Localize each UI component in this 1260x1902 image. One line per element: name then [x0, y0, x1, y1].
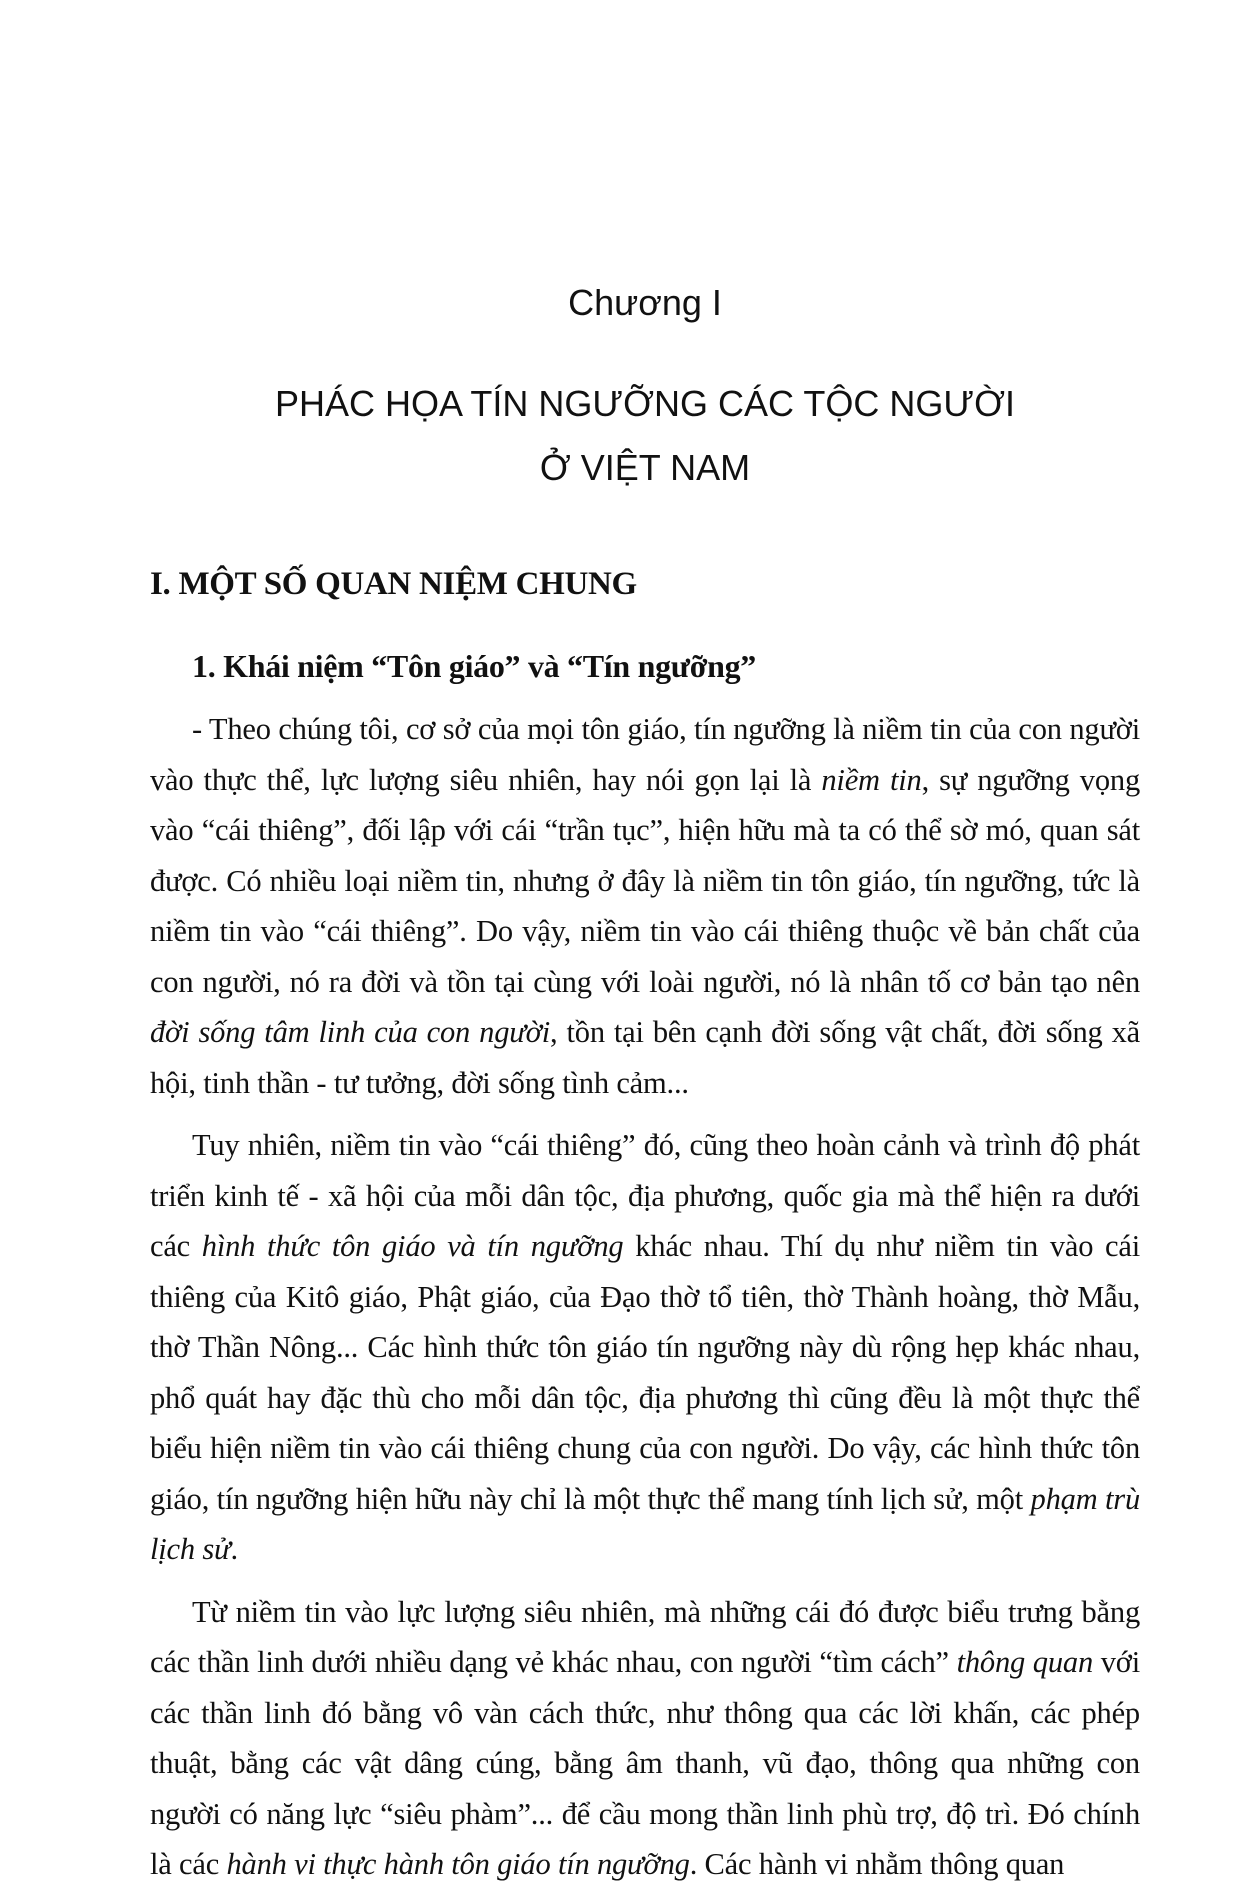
body-text — [150, 704, 1140, 1902]
paragraph-2-emphasis-1: hình thức tôn giáo và tín ngưỡng — [201, 1229, 624, 1263]
chapter-title-line-1: PHÁC HỌA TÍN NGƯỠNG CÁC TỘC NGƯỜI — [275, 383, 1015, 424]
paragraph-2-text-a: Tuy nhiên, niềm tin vào “cái thiêng” đó, cũng theo hoàn cảnh và trình độ phát triển kinh tế - xã hội của mỗi dân tộc, địa phương, quốc gia mà thể hiện ra dưới các — [150, 1128, 1140, 1263]
paragraph-2-emphasis-2: phạm trù lịch sử — [150, 1481, 1140, 1566]
paragraph-2-text-e: . — [230, 1532, 238, 1566]
section-heading: I. MỘT SỐ QUAN NIỆM CHUNG — [150, 566, 637, 602]
chapter-title-line-2: Ở VIỆT NAM — [539, 447, 751, 488]
paragraph-3 — [150, 1587, 1140, 1890]
paragraph-3-emphasis-2: hành vi thực hành tôn giáo tín ngưỡng — [226, 1847, 690, 1881]
subsection-heading: 1. Khái niệm “Tôn giáo” và “Tín ngưỡng” — [192, 648, 757, 684]
paragraph-3-emphasis-1: thông quan — [956, 1645, 1094, 1679]
paragraph-1-text-c: , sự ngưỡng vọng vào “cái thiêng”, đối lập với cái “trần tục”, hiện hữu mà ta có thể sờ mó, quan sát được. Có nhiều loại niềm tin, nhưng ở đây là niềm tin tôn giáo, tín ngưỡng, tức là niềm tin vào “cái thiêng”. Do vậy, niềm tin vào cái thiêng thuộc về bản chất của con người, nó ra đời và tồn tại cùng với loài người, nó là nhân tố cơ bản tạo nên — [150, 762, 1140, 999]
paragraph-1 — [150, 704, 1140, 1108]
book-page — [150, 0, 1140, 1890]
paragraph-2-text-c: khác nhau. Thí dụ như niềm tin vào cái thiêng của Kitô giáo, Phật giáo, của Đạo thờ tổ tiên, thờ Thành hoàng, thờ Mẫu, thờ Thần Nông... Các hình thức tôn giáo tín ngưỡng này dù rộng hẹp khác nhau, phổ quát hay đặc thù cho mỗi dân tộc, địa phương thì cũng đều là một thực thể biểu hiện niềm tin vào cái thiêng chung của con người. Do vậy, các hình thức tôn giáo, tín ngưỡng hiện hữu này chỉ là một thực thể mang tính lịch sử, một — [150, 1229, 1140, 1516]
paragraph-3-text-e: . Các hành vi nhằm thông quan — [689, 1847, 1065, 1881]
chapter-label: Chương I — [568, 282, 722, 323]
paragraph-1-emphasis-1: niềm tin — [821, 762, 922, 797]
paragraph-1-text-a: - Theo chúng tôi, cơ sở của mọi tôn giáo, tín ngưỡng là niềm tin của con người vào thực thể, lực lượng siêu nhiên, hay nói gọn lại là — [150, 712, 1140, 797]
paragraph-1-emphasis-2: đời sống tâm linh của con người — [150, 1015, 551, 1049]
chapter-title — [150, 372, 1140, 500]
paragraph-3-text-c: với các thần linh đó bằng vô vàn cách thức, như thông qua các lời khấn, các phép thuật, bằng các vật dâng cúng, bằng âm thanh, vũ đạo, thông qua những con người có năng lực “siêu phàm”... để cầu mong thần linh phù trợ, độ trì. Đó chính là các — [150, 1645, 1140, 1881]
paragraph-2 — [150, 1120, 1140, 1575]
paragraph-3-text-a: Từ niềm tin vào lực lượng siêu nhiên, mà những cái đó được biểu trưng bằng các thần linh dưới nhiều dạng vẻ khác nhau, con người “tìm cách” — [150, 1594, 1140, 1679]
paragraph-1-text-e: , tồn tại bên cạnh đời sống vật chất, đời sống xã hội, tinh thần - tư tưởng, đời sống tình cảm... — [150, 1015, 1140, 1100]
